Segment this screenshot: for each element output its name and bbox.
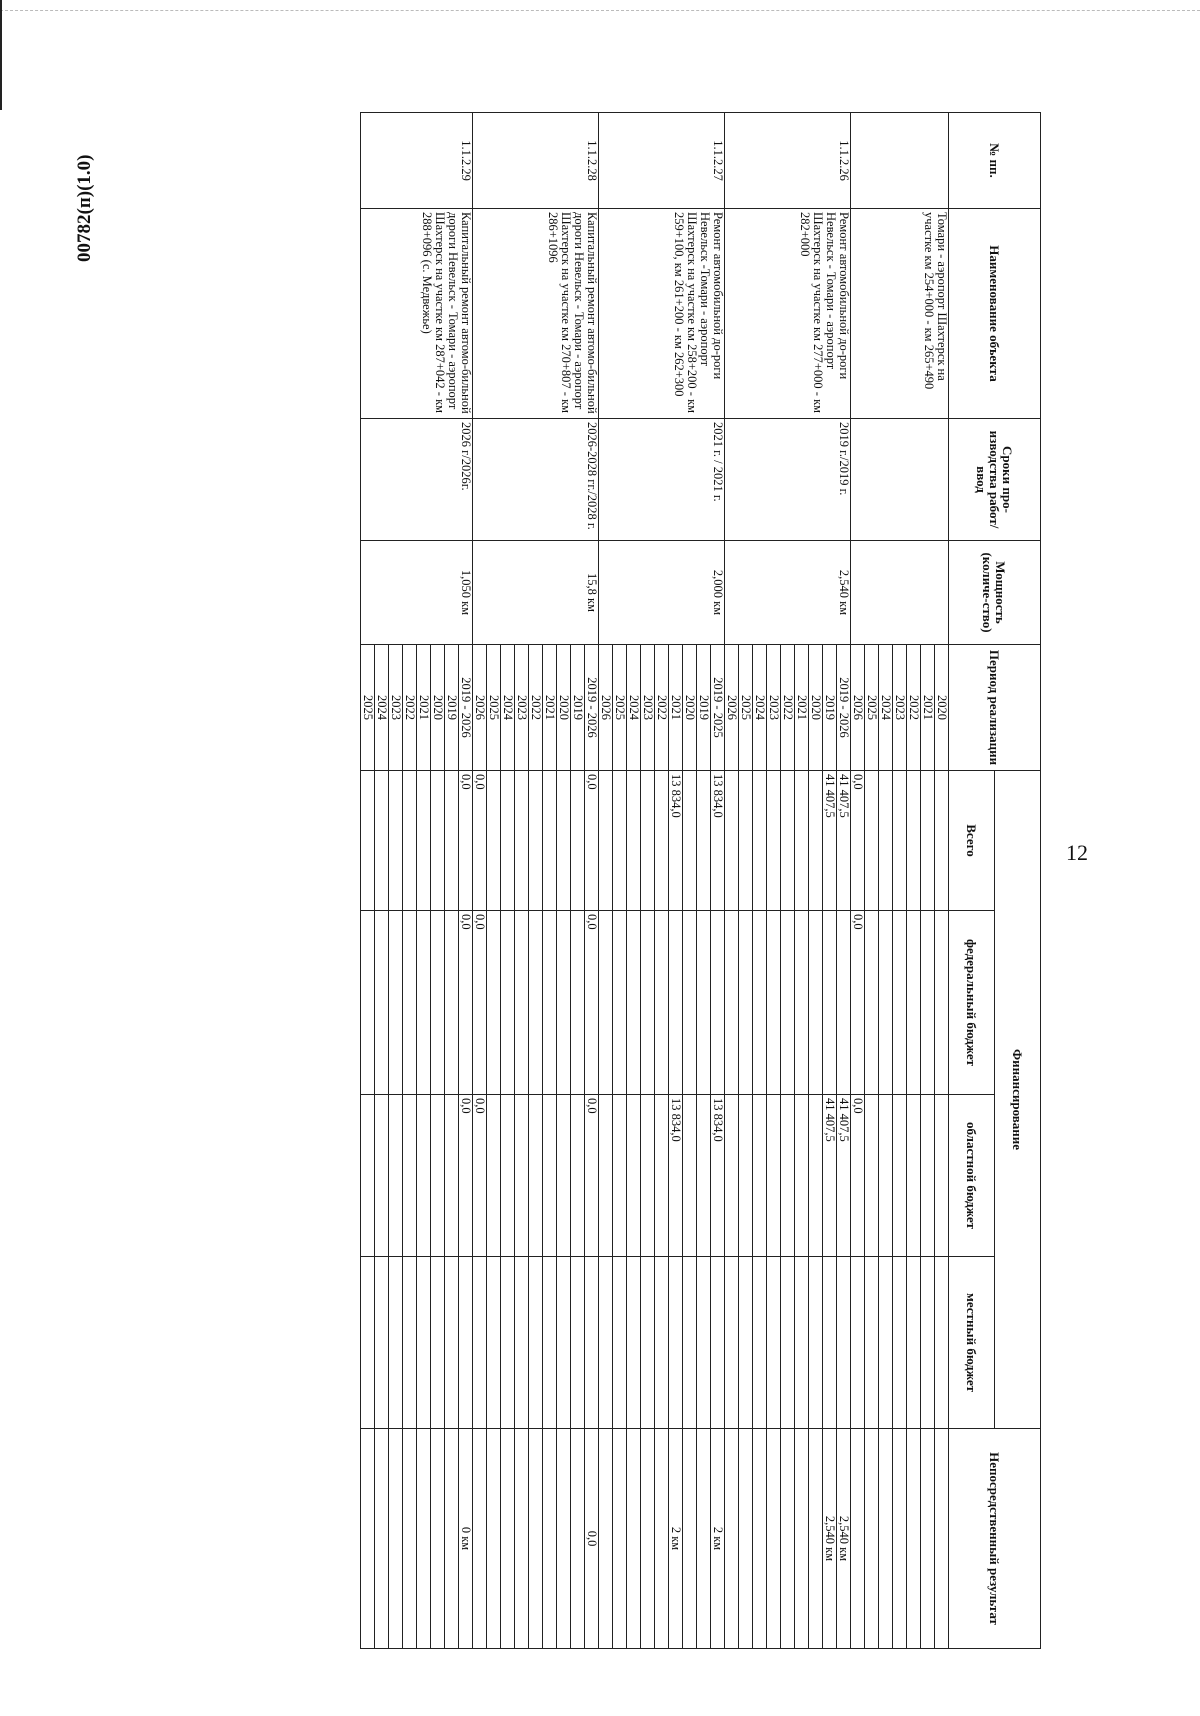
value-cell	[487, 1429, 501, 1649]
value-cell	[375, 1095, 389, 1257]
value-cell	[557, 911, 571, 1095]
value-cell	[907, 1429, 921, 1649]
value-cell	[865, 1429, 879, 1649]
value-cell	[725, 911, 739, 1095]
value-cell: 2020	[935, 645, 949, 771]
value-cell: 2026	[725, 645, 739, 771]
value-cell	[823, 911, 837, 1095]
value-cell	[851, 1429, 865, 1649]
value-cell	[921, 771, 935, 911]
value-cell	[417, 1257, 431, 1429]
value-cell	[431, 1257, 445, 1429]
value-cell	[907, 1257, 921, 1429]
value-cell	[417, 911, 431, 1095]
value-cell	[697, 771, 711, 911]
value-cell	[683, 771, 697, 911]
value-cell	[725, 1257, 739, 1429]
table-row	[837, 113, 851, 1649]
value-cell	[599, 1429, 613, 1649]
value-cell	[403, 1257, 417, 1429]
value-cell	[613, 771, 627, 911]
object-capacity: 2,000 км	[599, 541, 725, 645]
value-cell	[879, 1429, 893, 1649]
value-cell	[515, 1257, 529, 1429]
value-cell	[375, 911, 389, 1095]
object-capacity: 15,8 км	[473, 541, 599, 645]
value-cell: 2024	[753, 645, 767, 771]
value-cell: 2023	[893, 645, 907, 771]
document-code-text: 00782(п)(1.0)	[74, 154, 95, 262]
value-cell	[515, 1095, 529, 1257]
value-cell	[823, 1257, 837, 1429]
value-cell	[893, 1257, 907, 1429]
value-cell: 2021	[921, 645, 935, 771]
value-cell	[865, 911, 879, 1095]
value-cell	[879, 1095, 893, 1257]
value-cell: 13 834,0	[669, 1095, 683, 1257]
value-cell: 2019	[445, 645, 459, 771]
value-cell: 2021	[669, 645, 683, 771]
value-cell	[627, 1429, 641, 1649]
value-cell	[683, 1095, 697, 1257]
value-cell	[501, 1257, 515, 1429]
value-cell	[641, 771, 655, 911]
value-cell	[501, 1095, 515, 1257]
value-cell	[501, 771, 515, 911]
value-cell: 2024	[375, 645, 389, 771]
value-cell	[907, 771, 921, 911]
object-capacity: 2,540 км	[725, 541, 851, 645]
value-cell: 2020	[683, 645, 697, 771]
value-cell	[683, 1257, 697, 1429]
value-cell: 2021	[417, 645, 431, 771]
value-cell	[809, 1095, 823, 1257]
value-cell: 2024	[501, 645, 515, 771]
value-cell: 2,540 км	[823, 1429, 837, 1649]
value-cell	[655, 911, 669, 1095]
value-cell	[795, 1095, 809, 1257]
value-cell	[571, 1257, 585, 1429]
value-cell: 2025	[361, 645, 375, 771]
value-cell: 0,0	[585, 771, 599, 911]
value-cell	[515, 1429, 529, 1649]
value-cell	[697, 1095, 711, 1257]
value-cell	[487, 1095, 501, 1257]
value-cell	[543, 911, 557, 1095]
value-cell	[697, 1257, 711, 1429]
value-cell	[389, 771, 403, 911]
value-cell: 2023	[641, 645, 655, 771]
value-cell: 13 834,0	[711, 1095, 725, 1257]
value-cell	[445, 1095, 459, 1257]
value-cell	[599, 911, 613, 1095]
value-cell: 0,0	[473, 911, 487, 1095]
value-cell	[403, 1429, 417, 1649]
value-cell	[361, 1257, 375, 1429]
value-cell	[767, 1095, 781, 1257]
value-cell	[473, 1429, 487, 1649]
value-cell: 2019 - 2026	[585, 645, 599, 771]
value-cell: 2019	[697, 645, 711, 771]
value-cell	[753, 771, 767, 911]
value-cell	[921, 1257, 935, 1429]
object-terms: 2019 г./2019 г.	[725, 419, 851, 541]
value-cell	[669, 1257, 683, 1429]
value-cell	[725, 1095, 739, 1257]
value-cell	[893, 1095, 907, 1257]
value-cell	[781, 1095, 795, 1257]
table-container	[165, 112, 1041, 1648]
value-cell: 0,0	[473, 771, 487, 911]
value-cell	[767, 771, 781, 911]
object-name: Томари - аэропорт Шахтерск на участке км 254+000 - км 265+490	[851, 209, 949, 419]
value-cell	[557, 1429, 571, 1649]
value-cell: 0,0	[851, 911, 865, 1095]
value-cell	[445, 911, 459, 1095]
table-row	[585, 113, 599, 1649]
value-cell	[417, 1095, 431, 1257]
value-cell	[361, 911, 375, 1095]
value-cell	[865, 1095, 879, 1257]
value-cell: 2020	[809, 645, 823, 771]
value-cell	[375, 1257, 389, 1429]
value-cell: 0 км	[459, 1429, 473, 1649]
value-cell	[571, 1429, 585, 1649]
table-row	[711, 113, 725, 1649]
value-cell	[641, 1257, 655, 1429]
value-cell	[809, 1257, 823, 1429]
value-cell	[445, 1429, 459, 1649]
value-cell	[711, 911, 725, 1095]
value-cell	[613, 911, 627, 1095]
object-name: Ремонт автомобильной до-роги Невельск - Томари - аэропорт Шахтерск на участке км 277+000 - км 282+000	[725, 209, 851, 419]
binding-mark	[0, 0, 2, 110]
value-cell	[543, 1257, 557, 1429]
value-cell	[809, 771, 823, 911]
value-cell	[627, 1095, 641, 1257]
object-name: Капитальный ремонт автомо-бильной дороги Невельск - Томари - аэропорт Шахтерск на участке км 270+807 - км 286+1096	[473, 209, 599, 419]
value-cell	[725, 1429, 739, 1649]
value-cell: 0,0	[585, 911, 599, 1095]
value-cell: 2025	[865, 645, 879, 771]
value-cell: 0,0	[851, 1095, 865, 1257]
value-cell	[599, 1095, 613, 1257]
value-cell	[893, 911, 907, 1095]
num-cell	[851, 113, 949, 209]
value-cell	[557, 1257, 571, 1429]
value-cell	[487, 1257, 501, 1429]
value-cell	[809, 911, 823, 1095]
value-cell	[431, 1429, 445, 1649]
object-number: 1.1.2.27	[599, 113, 725, 209]
header-local: местный бюджет	[949, 1257, 995, 1429]
object-capacity: 1,050 км	[361, 541, 473, 645]
value-cell	[921, 1095, 935, 1257]
header-name: Наименование объекта	[949, 209, 1041, 419]
terms-cell	[851, 419, 949, 541]
value-cell: 41 407,5	[837, 771, 851, 911]
value-cell	[697, 1429, 711, 1649]
value-cell: 2022	[529, 645, 543, 771]
value-cell	[529, 1429, 543, 1649]
value-cell	[753, 1095, 767, 1257]
value-cell: 2 км	[711, 1429, 725, 1649]
value-cell: 2020	[557, 645, 571, 771]
value-cell: 2023	[389, 645, 403, 771]
value-cell	[529, 771, 543, 911]
value-cell: 2022	[781, 645, 795, 771]
value-cell	[935, 771, 949, 911]
value-cell	[935, 1257, 949, 1429]
value-cell	[445, 771, 459, 911]
value-cell	[809, 1429, 823, 1649]
value-cell	[795, 1429, 809, 1649]
scan-edge	[0, 0, 1200, 11]
value-cell	[417, 771, 431, 911]
value-cell	[655, 1429, 669, 1649]
value-cell	[543, 771, 557, 911]
value-cell	[711, 1257, 725, 1429]
value-cell	[879, 771, 893, 911]
value-cell: 0,0	[459, 771, 473, 911]
capacity-cell	[851, 541, 949, 645]
value-cell	[389, 1257, 403, 1429]
value-cell	[557, 1095, 571, 1257]
value-cell: 2022	[403, 645, 417, 771]
value-cell	[459, 1257, 473, 1429]
value-cell: 2019	[823, 645, 837, 771]
value-cell: 2019 - 2026	[837, 645, 851, 771]
value-cell	[571, 1095, 585, 1257]
value-cell	[613, 1095, 627, 1257]
value-cell: 0,0	[459, 1095, 473, 1257]
value-cell	[739, 771, 753, 911]
header-total: Всего	[949, 771, 995, 911]
value-cell: 2,540 км	[837, 1429, 851, 1649]
value-cell	[361, 771, 375, 911]
value-cell	[683, 1429, 697, 1649]
table-row	[935, 113, 949, 1649]
value-cell	[683, 911, 697, 1095]
header-period: Период реализации	[949, 645, 1041, 771]
value-cell: 2025	[613, 645, 627, 771]
value-cell	[389, 1095, 403, 1257]
value-cell	[921, 1429, 935, 1649]
value-cell: 2019 - 2026	[459, 645, 473, 771]
value-cell	[403, 771, 417, 911]
value-cell	[571, 911, 585, 1095]
value-cell	[389, 1429, 403, 1649]
object-name: Капитальный ремонт автомо-бильной дороги Невельск - Томари - аэропорт Шахтерск на участке км 287+042 - км 288+096 (с. Медвежье)	[361, 209, 473, 419]
value-cell: 0,0	[585, 1095, 599, 1257]
value-cell: 0,0	[851, 771, 865, 911]
header-regional: областной бюджет	[949, 1095, 995, 1257]
value-cell	[627, 771, 641, 911]
value-cell	[627, 911, 641, 1095]
page-number: 12	[1066, 840, 1088, 865]
object-terms: 2026 г/2026г.	[361, 419, 473, 541]
value-cell: 2025	[487, 645, 501, 771]
value-cell	[571, 771, 585, 911]
value-cell	[935, 1095, 949, 1257]
value-cell	[543, 1095, 557, 1257]
object-terms: 2026-2028 гг./2028 г.	[473, 419, 599, 541]
value-cell	[445, 1257, 459, 1429]
value-cell: 2022	[655, 645, 669, 771]
header-capacity: Мощность (количе-ство)	[949, 541, 1041, 645]
value-cell	[529, 1095, 543, 1257]
value-cell	[403, 911, 417, 1095]
value-cell	[599, 771, 613, 911]
value-cell: 2021	[795, 645, 809, 771]
object-number: 1.1.2.28	[473, 113, 599, 209]
value-cell	[879, 911, 893, 1095]
value-cell: 2023	[515, 645, 529, 771]
object-number: 1.1.2.26	[725, 113, 851, 209]
value-cell	[851, 1257, 865, 1429]
value-cell	[879, 1257, 893, 1429]
value-cell	[781, 1257, 795, 1429]
value-cell	[837, 1257, 851, 1429]
financing-table	[360, 112, 1041, 1649]
value-cell: 41 407,5	[837, 1095, 851, 1257]
object-number: 1.1.2.29	[361, 113, 473, 209]
value-cell	[529, 911, 543, 1095]
value-cell	[515, 771, 529, 911]
value-cell	[739, 1257, 753, 1429]
value-cell	[501, 1429, 515, 1649]
value-cell: 13 834,0	[669, 771, 683, 911]
value-cell	[403, 1095, 417, 1257]
value-cell	[795, 1257, 809, 1429]
value-cell	[655, 1095, 669, 1257]
value-cell: 2019	[571, 645, 585, 771]
value-cell	[431, 771, 445, 911]
value-cell	[907, 911, 921, 1095]
value-cell	[431, 911, 445, 1095]
table-row	[459, 113, 473, 1649]
value-cell	[739, 1429, 753, 1649]
value-cell: 2021	[543, 645, 557, 771]
value-cell	[865, 771, 879, 911]
value-cell	[487, 911, 501, 1095]
value-cell: 13 834,0	[711, 771, 725, 911]
value-cell	[375, 771, 389, 911]
value-cell	[473, 1257, 487, 1429]
value-cell	[501, 911, 515, 1095]
value-cell	[907, 1095, 921, 1257]
value-cell	[781, 771, 795, 911]
value-cell	[515, 911, 529, 1095]
value-cell	[627, 1257, 641, 1429]
value-cell	[669, 911, 683, 1095]
value-cell	[641, 1095, 655, 1257]
value-cell	[613, 1429, 627, 1649]
value-cell	[767, 1429, 781, 1649]
value-cell	[543, 1429, 557, 1649]
value-cell: 2026	[473, 645, 487, 771]
value-cell	[767, 1257, 781, 1429]
value-cell	[585, 1257, 599, 1429]
value-cell	[865, 1257, 879, 1429]
value-cell	[781, 911, 795, 1095]
value-cell	[599, 1257, 613, 1429]
header-financing: Финансирование	[995, 771, 1041, 1429]
value-cell	[935, 911, 949, 1095]
value-cell	[389, 911, 403, 1095]
value-cell: 2 км	[669, 1429, 683, 1649]
object-name: Ремонт автомобильной до-роги Невельск -Томари - аэропорт Шахтерск на участке км 258+200 - км 259+100, км 261+200 - км 262+300	[599, 209, 725, 419]
value-cell	[753, 1429, 767, 1649]
value-cell	[837, 911, 851, 1095]
value-cell	[613, 1257, 627, 1429]
value-cell	[725, 771, 739, 911]
value-cell	[697, 911, 711, 1095]
value-cell	[655, 1257, 669, 1429]
value-cell	[641, 911, 655, 1095]
value-cell: 2026	[599, 645, 613, 771]
value-cell: 41 407,5	[823, 771, 837, 911]
value-cell	[375, 1429, 389, 1649]
value-cell: 2020	[431, 645, 445, 771]
value-cell: 2023	[767, 645, 781, 771]
value-cell	[641, 1429, 655, 1649]
value-cell	[935, 1429, 949, 1649]
value-cell	[893, 1429, 907, 1649]
value-cell: 2022	[907, 645, 921, 771]
value-cell	[739, 1095, 753, 1257]
header-federal: федеральный бюджет	[949, 911, 995, 1095]
value-cell	[361, 1429, 375, 1649]
value-cell	[487, 771, 501, 911]
header-terms: Сроки про-изводства работ/ ввод	[949, 419, 1041, 541]
header-num: № пп.	[949, 113, 1041, 209]
object-terms: 2021 г. / 2021 г.	[599, 419, 725, 541]
value-cell: 2026	[851, 645, 865, 771]
value-cell	[417, 1429, 431, 1649]
value-cell: 2024	[627, 645, 641, 771]
value-cell	[781, 1429, 795, 1649]
value-cell: 0,0	[473, 1095, 487, 1257]
value-cell	[795, 911, 809, 1095]
value-cell	[753, 911, 767, 1095]
value-cell	[361, 1095, 375, 1257]
document-code	[70, 112, 100, 262]
value-cell: 2024	[879, 645, 893, 771]
value-cell	[431, 1095, 445, 1257]
value-cell	[739, 911, 753, 1095]
value-cell: 2019 - 2025	[711, 645, 725, 771]
value-cell: 0,0	[585, 1429, 599, 1649]
value-cell	[753, 1257, 767, 1429]
value-cell	[557, 771, 571, 911]
value-cell	[767, 911, 781, 1095]
value-cell	[655, 771, 669, 911]
value-cell: 41 407,5	[823, 1095, 837, 1257]
value-cell	[795, 771, 809, 911]
value-cell: 2025	[739, 645, 753, 771]
header-result: Непосредственный результат	[949, 1429, 1041, 1649]
value-cell	[921, 911, 935, 1095]
value-cell: 0,0	[459, 911, 473, 1095]
value-cell	[893, 771, 907, 911]
value-cell	[529, 1257, 543, 1429]
